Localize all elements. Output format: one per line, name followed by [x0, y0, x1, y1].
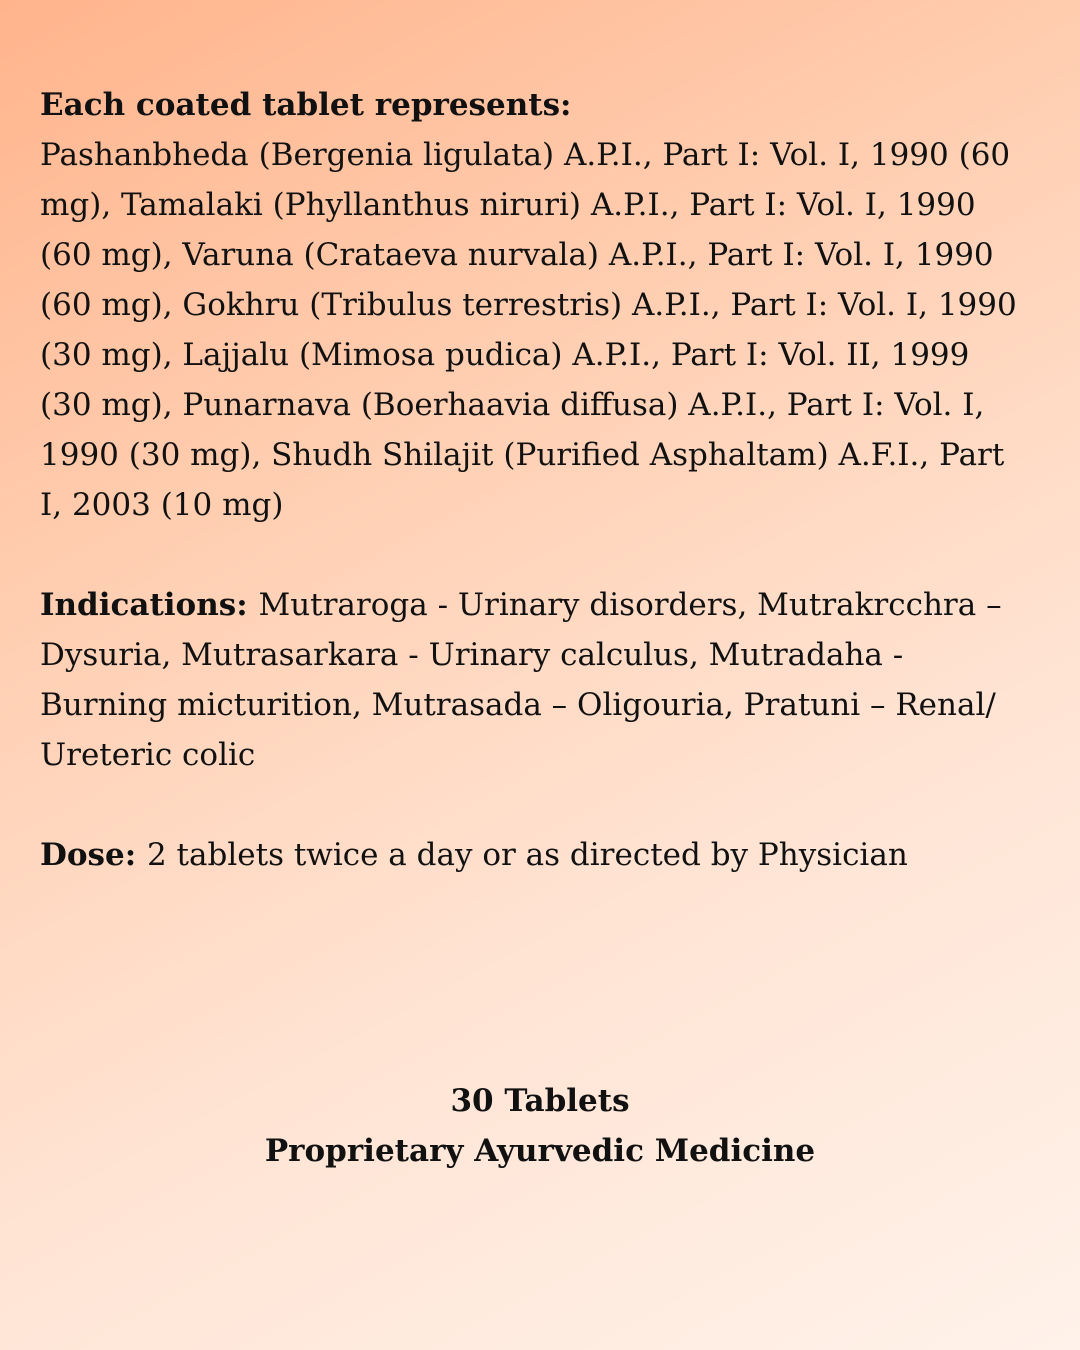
composition-text: Pashanbheda (Bergenia ligulata) A.P.I., Part I: Vol. I, 1990 (60 mg), Tamalaki (Phyllanthus niruri) A.P.I., Part I: Vol. I, 1990 (60 mg), Varuna (Crataeva nurvala) A.P.I., Part I: Vol. I, 1990 (60 mg), Gokhru (Tribulus terrestris) A.P.I., Part I: Vol. I, 1990 (30 mg), Lajjalu (Mimosa pudica) A.P.I., Part I: Vol. II, 1999 (30 mg), Punarnava (Boerhaavia diffusa) A.P.I., Part I: Vol. I, 1990 (30 mg), Shudh Shilajit (Purified Asphaltam) A.F.I., Part I, 2003 (10 mg) — [40, 137, 1017, 523]
indications-label: Indications: — [40, 587, 259, 623]
medicine-category: Proprietary Ayurvedic Medicine — [264, 1133, 816, 1169]
footer — [0, 1076, 1080, 1176]
indications-text: Mutraroga - Urinary disorders, Mutrakrcchra – Dysuria, Mutrasarkara - Urinary calculus, Mutradaha - Burning micturition, Mutrasada – Oligouria, Pratuni – Renal/ Ureteric colic — [40, 587, 1002, 773]
tablet-count: 30 Tablets — [450, 1083, 630, 1119]
spacer — [40, 530, 1030, 580]
dose-label: Dose: — [40, 837, 147, 873]
spacer — [40, 780, 1030, 830]
composition-heading: Each coated tablet represents: — [40, 87, 572, 123]
indications-section — [40, 580, 1030, 780]
dose-text: 2 tablets twice a day or as directed by Physician — [146, 837, 908, 873]
composition-section — [40, 80, 1030, 530]
label-content — [40, 80, 1030, 880]
dose-section — [40, 830, 1030, 880]
